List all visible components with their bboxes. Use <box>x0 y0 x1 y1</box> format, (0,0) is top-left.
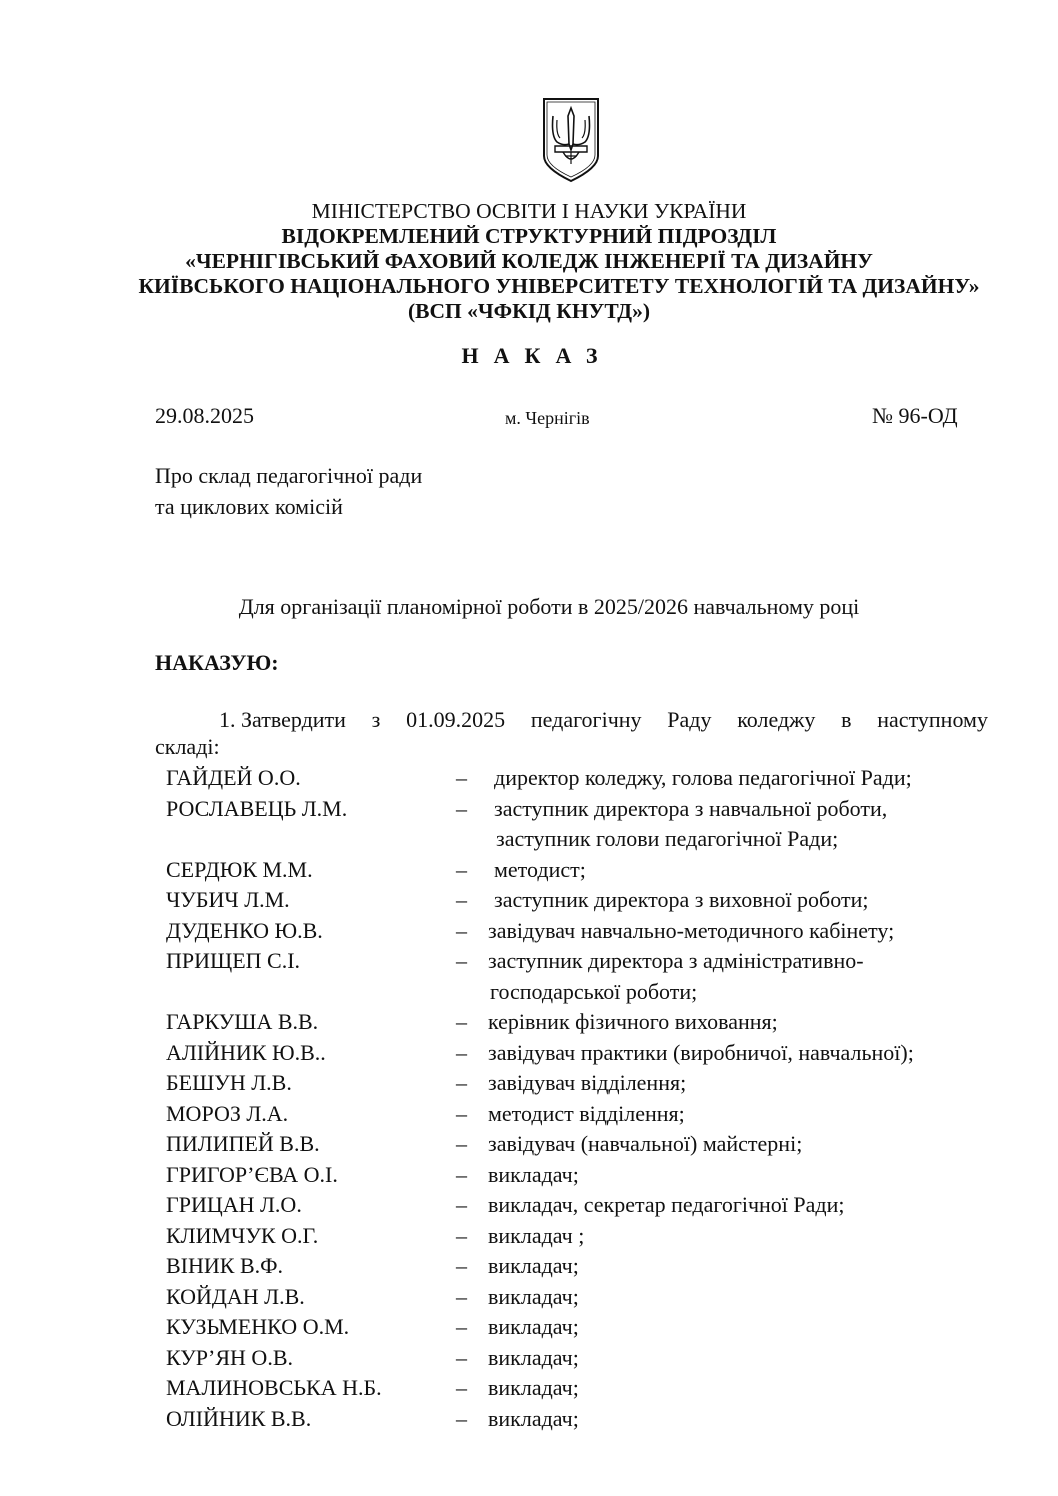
dash-separator: – <box>456 948 467 973</box>
member-name: ВІНИК В.Ф. <box>166 1253 284 1278</box>
member-position <box>488 1190 1016 1221</box>
dash-separator: – <box>456 765 467 790</box>
position-line: завідувач (навчальної) майстерні; <box>488 1131 803 1156</box>
member-row <box>166 1190 1016 1221</box>
position-line: завідувач відділення; <box>488 1070 687 1095</box>
member-name: БЕШУН Л.В. <box>166 1070 292 1095</box>
member-name: ГРИГОР’ЄВА О.І. <box>166 1161 338 1187</box>
dash-separator: – <box>456 1222 467 1248</box>
position-line: господарської роботи; <box>490 978 698 1004</box>
member-row <box>166 1373 1016 1404</box>
member-name: ЧУБИЧ Л.М. <box>166 887 290 912</box>
institution-line-3: КИЇВСЬКОГО НАЦІОНАЛЬНОГО УНІВЕРСИТЕТУ ТЕХНОЛОГІЙ ТА ДИЗАЙНУ» <box>138 274 980 298</box>
member-name: ОЛІЙНИК В.В. <box>166 1405 312 1431</box>
item-1-word: коледжу <box>737 707 816 732</box>
member-position <box>488 1068 1016 1099</box>
subject-line-1: Про склад педагогічної ради <box>155 463 423 488</box>
member-row <box>166 1160 1016 1191</box>
member-position <box>488 1221 1016 1252</box>
member-row <box>166 885 1016 916</box>
position-line: заступник директора з виховної роботи; <box>494 887 869 912</box>
member-row <box>166 794 1016 855</box>
member-row <box>166 855 1016 886</box>
council-members-list <box>166 763 1016 1434</box>
member-row <box>166 1343 1016 1374</box>
dash-separator: – <box>456 917 467 943</box>
position-line: викладач; <box>488 1375 579 1400</box>
dash-separator: – <box>456 1283 467 1309</box>
institution-line-2: «ЧЕРНІГІВСЬКИЙ ФАХОВИЙ КОЛЕДЖ ІНЖЕНЕРІЇ ТА ДИЗАЙНУ <box>185 249 873 273</box>
position-line: викладач; <box>488 1405 579 1431</box>
member-name: МОРОЗ Л.А. <box>166 1100 289 1126</box>
member-name: КОЙДАН Л.В. <box>166 1283 305 1309</box>
item-1-word: наступному <box>877 707 988 732</box>
dash-separator: – <box>456 795 467 821</box>
order-subject <box>155 460 422 522</box>
dash-separator: – <box>456 1161 467 1187</box>
trident-coat-of-arms-icon <box>541 96 601 184</box>
item-1-word: Раду <box>667 707 712 732</box>
dash-separator: – <box>456 1405 467 1431</box>
dash-separator: – <box>456 1009 467 1034</box>
member-name: ДУДЕНКО Ю.В. <box>166 917 323 943</box>
order-number: № 96-ОД <box>872 403 958 428</box>
member-position <box>488 855 1016 886</box>
member-name: КУР’ЯН О.В. <box>166 1344 293 1370</box>
member-name: ГАРКУША В.В. <box>166 1009 319 1034</box>
dash-separator: – <box>456 856 467 882</box>
member-name: ПИЛИПЕЙ В.В. <box>166 1131 320 1156</box>
position-line: методист; <box>494 856 586 882</box>
order-city: м. Чернігів <box>505 408 590 428</box>
institution-line-1: ВІДОКРЕМЛЕНИЙ СТРУКТУРНИЙ ПІДРОЗДІЛ <box>281 224 777 248</box>
member-position <box>488 1007 1016 1038</box>
order-date: 29.08.2025 <box>155 403 254 428</box>
dash-separator: – <box>456 1039 467 1065</box>
member-row <box>166 1068 1016 1099</box>
member-position <box>488 1404 1016 1435</box>
member-position <box>488 1099 1016 1130</box>
member-name: МАЛИНОВСЬКА Н.Б. <box>166 1375 382 1400</box>
dash-separator: – <box>456 1131 467 1156</box>
member-row <box>166 1251 1016 1282</box>
member-row <box>166 946 1016 1007</box>
position-line: заступник директора з навчальної роботи, <box>494 795 888 821</box>
member-name: СЕРДЮК М.М. <box>166 856 313 882</box>
position-line: викладач; <box>488 1253 579 1278</box>
item-1-line-1 <box>155 706 988 733</box>
dash-separator: – <box>456 1344 467 1370</box>
member-position <box>488 1251 1016 1282</box>
item-1-line-2: складі: <box>155 734 220 759</box>
dash-separator: – <box>456 1314 467 1339</box>
member-row <box>166 916 1016 947</box>
member-name: КЛИМЧУК О.Г. <box>166 1222 319 1248</box>
member-position <box>488 763 1016 794</box>
member-name: ГРИЦАН Л.О. <box>166 1192 302 1217</box>
position-line: викладач, секретар педагогічної Ради; <box>488 1192 845 1217</box>
member-name: ГАЙДЕЙ О.О. <box>166 765 301 790</box>
member-position <box>488 1373 1016 1404</box>
position-line: викладач; <box>488 1314 579 1339</box>
dash-separator: – <box>456 1375 467 1400</box>
member-position <box>488 885 1016 916</box>
member-row <box>166 1312 1016 1343</box>
member-name: АЛІЙНИК Ю.В.. <box>166 1039 326 1065</box>
item-1-word: в <box>841 707 852 732</box>
member-row <box>166 1007 1016 1038</box>
member-position <box>488 1038 1016 1069</box>
member-row <box>166 1038 1016 1069</box>
member-position <box>488 1160 1016 1191</box>
dash-separator: – <box>456 1070 467 1095</box>
position-line: керівник фізичного виховання; <box>488 1009 778 1034</box>
dash-separator: – <box>456 1253 467 1278</box>
document-title: НАКАЗ <box>461 343 613 368</box>
ministry-name: МІНІСТЕРСТВО ОСВІТИ І НАУКИ УКРАЇНИ <box>311 199 747 223</box>
member-position <box>488 1312 1016 1343</box>
member-name: ПРИЩЕП С.І. <box>166 948 301 973</box>
order-directive: НАКАЗУЮ: <box>155 650 279 675</box>
member-row <box>166 1129 1016 1160</box>
member-position <box>488 1343 1016 1374</box>
member-position <box>488 946 1016 1007</box>
dash-separator: – <box>456 887 467 912</box>
position-line: викладач; <box>488 1161 579 1187</box>
member-row <box>166 1221 1016 1252</box>
order-item-1 <box>155 706 988 760</box>
member-row <box>166 1099 1016 1130</box>
institution-abbreviation: (ВСП «ЧФКІД КНУТД») <box>407 299 651 323</box>
item-1-word: педагогічну <box>530 707 642 732</box>
position-line: завідувач навчально-методичного кабінету; <box>488 917 895 943</box>
position-line: завідувач практики (виробничої, навчальної); <box>488 1039 914 1065</box>
preamble: Для організації планомірної роботи в 2025/2026 навчальному році <box>238 594 860 619</box>
member-row <box>166 1282 1016 1313</box>
item-1-word: 1. Затвердити <box>219 707 346 732</box>
position-line: викладач; <box>488 1344 579 1370</box>
subject-line-2: та циклових комісій <box>155 494 343 519</box>
position-line: викладач ; <box>488 1222 585 1248</box>
dash-separator: – <box>456 1100 467 1126</box>
member-position <box>488 916 1016 947</box>
member-row <box>166 1404 1016 1435</box>
member-position <box>488 794 1016 855</box>
position-line: заступник директора з адміністративно- <box>488 948 864 973</box>
position-line: заступник голови педагогічної Ради; <box>496 826 839 851</box>
position-line: директор коледжу, голова педагогічної Ради; <box>494 765 912 790</box>
position-line: викладач; <box>488 1283 579 1309</box>
dash-separator: – <box>456 1192 467 1217</box>
position-line: методист відділення; <box>488 1100 685 1126</box>
member-position <box>488 1129 1016 1160</box>
item-1-word: 01.09.2025 <box>406 707 506 732</box>
member-name: РОСЛАВЕЦЬ Л.М. <box>166 795 348 821</box>
item-1-word: з <box>371 707 381 732</box>
member-name: КУЗЬМЕНКО О.М. <box>166 1314 350 1339</box>
member-row <box>166 763 1016 794</box>
member-position <box>488 1282 1016 1313</box>
